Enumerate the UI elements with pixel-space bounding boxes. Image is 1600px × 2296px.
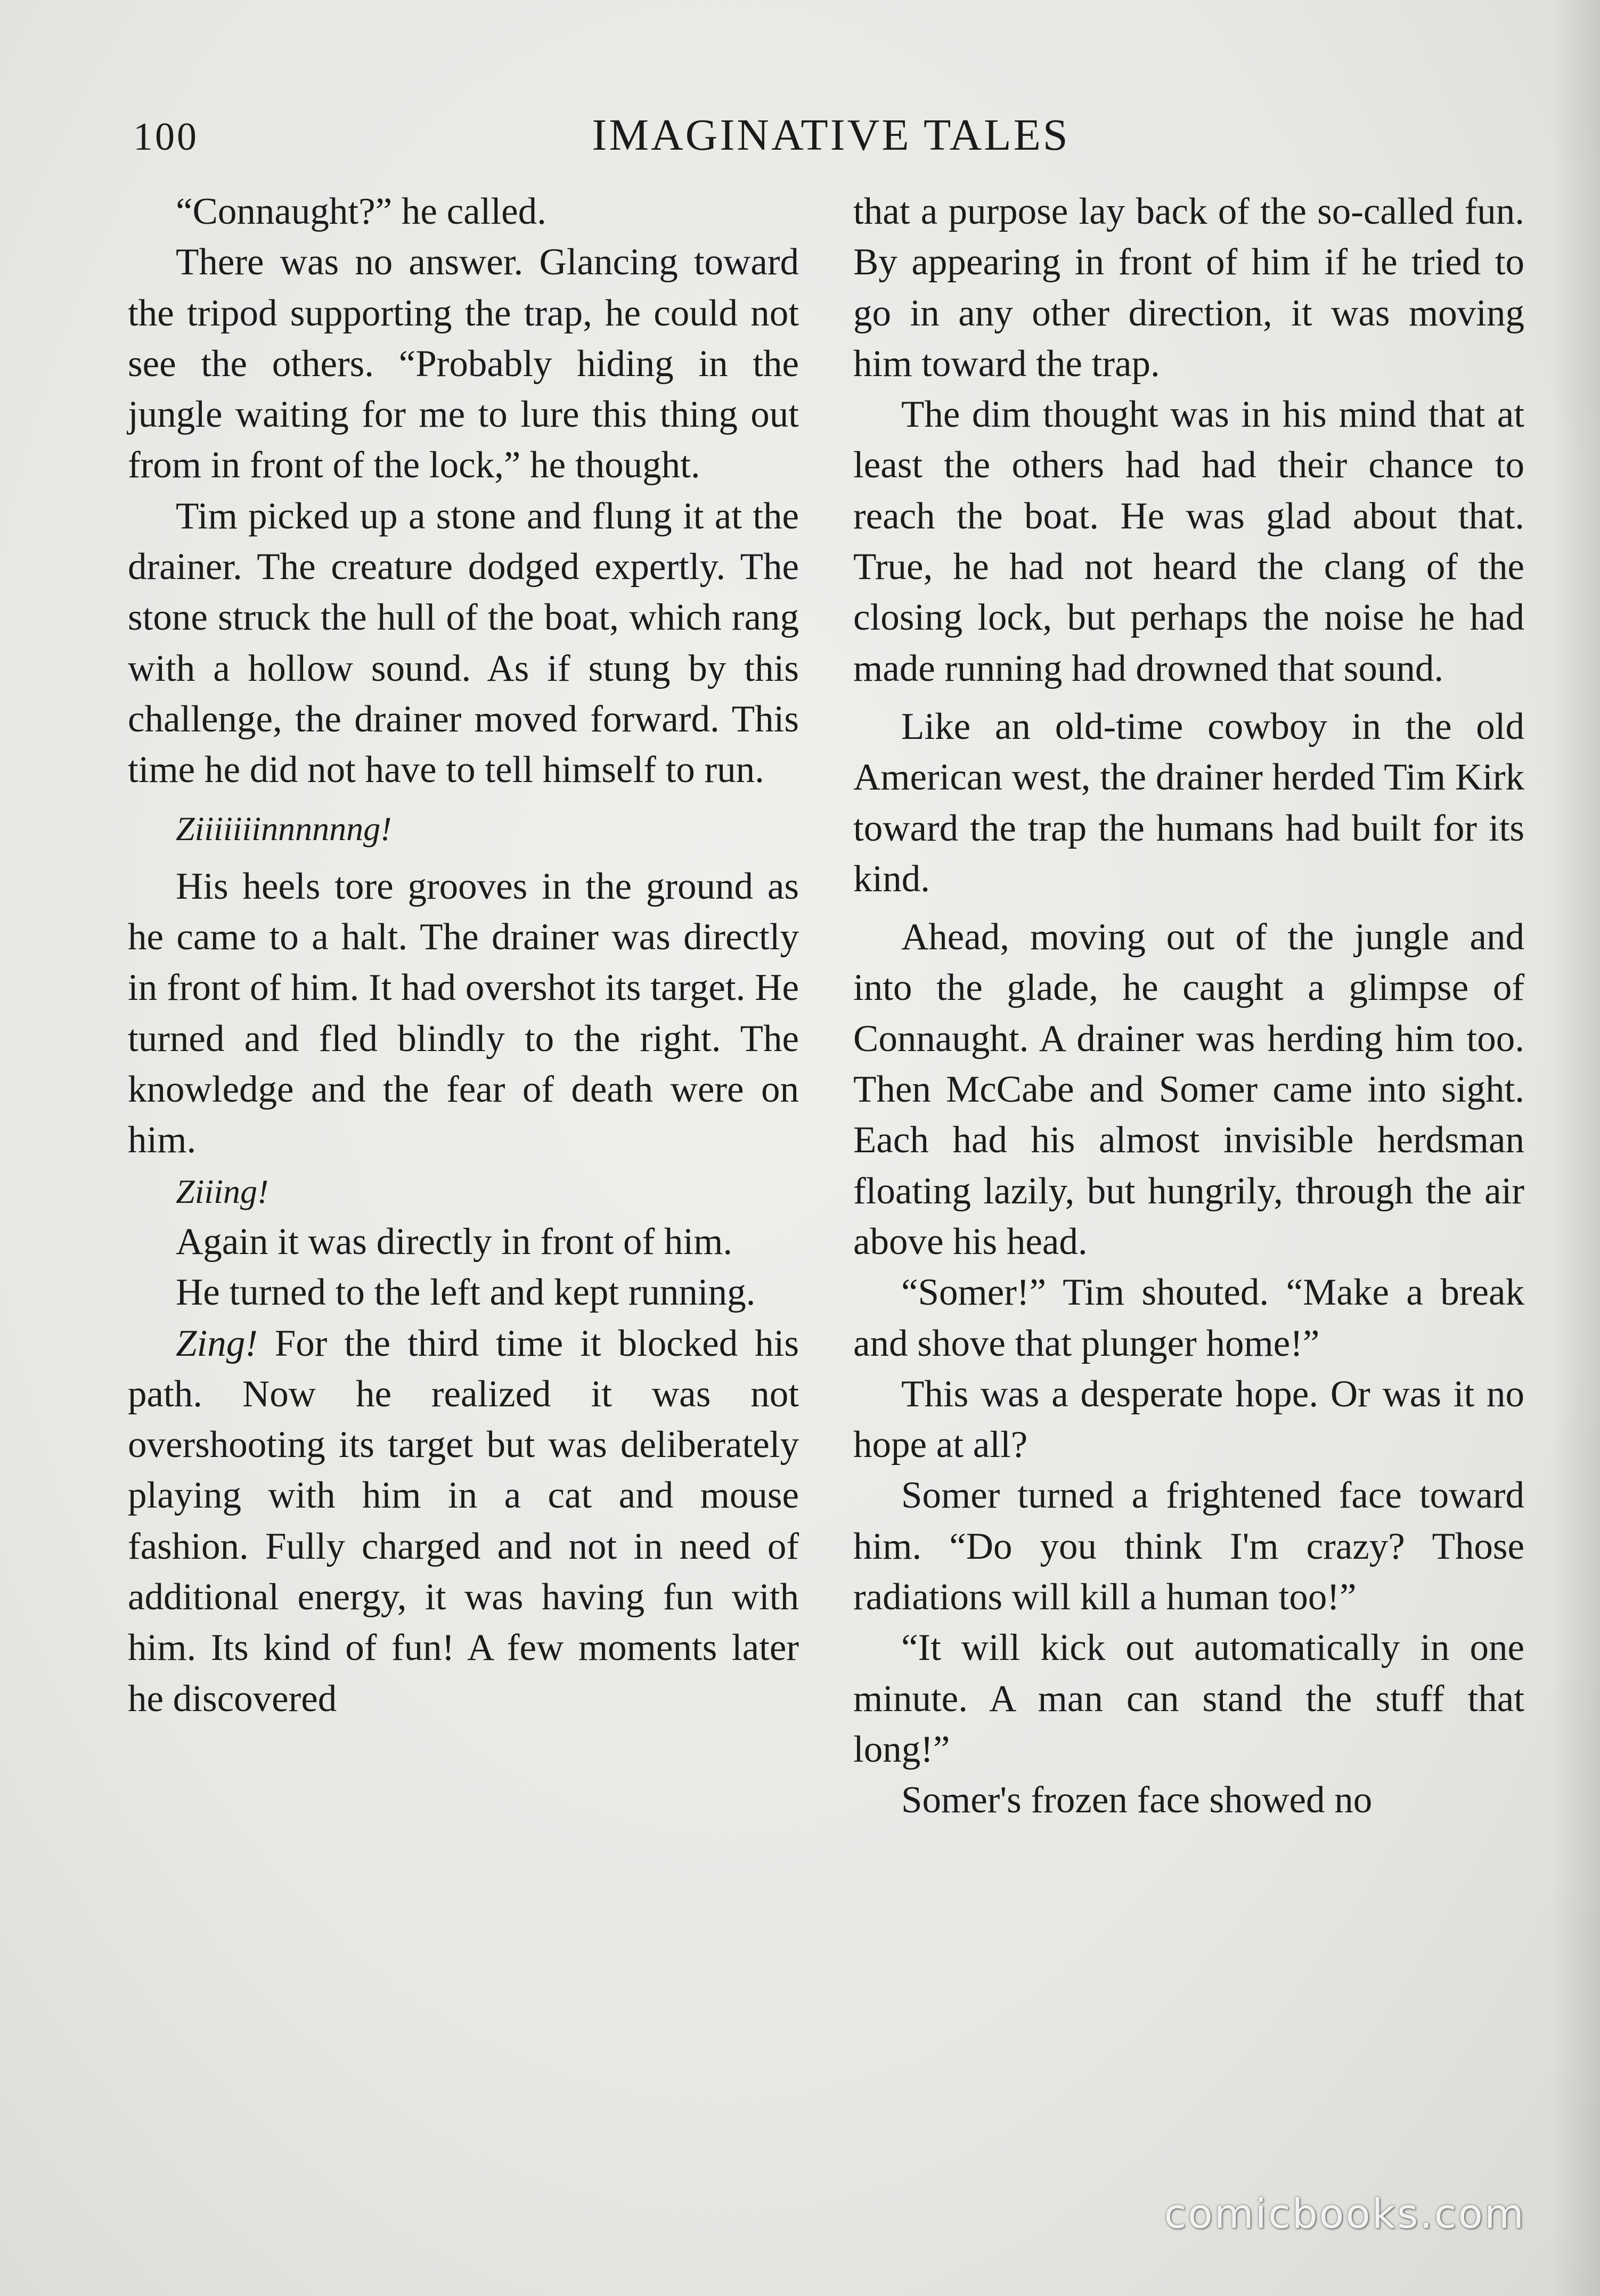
paragraph: His heels tore grooves in the ground as he came to a halt. The drainer was directly in front of him. It had overshot its target. He turned and fled blindly to the right. The knowledge and the fear of death were on him. <box>128 865 799 1161</box>
paragraph: Ahead, moving out of the jungle and into the glade, he caught a glimpse of Connaught. A drainer was herding him too. Then McCabe and Somer came into sight. Each had his almost invisible herdsman floating lazily, but hungrily, through the air above his head. <box>853 916 1524 1263</box>
left-column <box>128 186 799 1724</box>
paragraph: Again it was directly in front of him. <box>176 1220 733 1263</box>
paragraph: Like an old-time cowboy in the old American west, the drainer herded Tim Kirk toward the trap the humans had built for its kind. <box>853 705 1524 900</box>
paragraph: Tim picked up a stone and flung it at the drainer. The creature dodged expertly. The stone struck the hull of the boat, which rang with a hollow sound. As if stung by this challenge, the drainer moved forward. This time he did not have to tell himself to run. <box>128 495 799 791</box>
story-columns <box>128 186 1523 2157</box>
paragraph: Somer turned a frightened face toward him. “Do you think I'm crazy? Those radiations will kill a human too!” <box>853 1475 1524 1618</box>
paragraph: “It will kick out automatically in one minute. A man can stand the stuff that long!” <box>853 1627 1524 1770</box>
sound-effect: Ziiiiiiinnnnnng! <box>176 809 392 848</box>
sound-effect-inline: Zing! <box>176 1322 258 1364</box>
paragraph: This was a desperate hope. Or was it no hope at all? <box>853 1373 1524 1466</box>
watermark: comicbooks.com <box>1164 2190 1525 2237</box>
spine-shadow <box>1552 0 1600 2296</box>
paragraph: There was no answer. Glancing toward the tripod supporting the trap, he could not see the others. “Probably hiding in the jungle waiting for me to lure this thing out from in front of the lock,” he thought. <box>128 241 799 486</box>
running-title: IMAGINATIVE TALES <box>592 110 1070 160</box>
paragraph: “Connaught?” he called. <box>176 191 546 232</box>
paragraph: Somer's frozen face showed no <box>901 1779 1373 1821</box>
paragraph: “Somer!” Tim shouted. “Make a break and shove that plunger home!” <box>853 1272 1524 1364</box>
right-column <box>853 186 1524 1826</box>
paragraph: He turned to the left and kept running. <box>176 1272 756 1314</box>
paragraph <box>128 1318 799 1724</box>
paragraph: that a purpose lay back of the so-called fun. By appearing in front of him if he tried to go in any other direction, it was moving him toward the trap. <box>853 191 1524 385</box>
paragraph-text: For the third time it blocked his path. Now he realized it was not overshooting its target but was deliberately playing with him in a cat and mouse fashion. Fully charged and not in need of additional energy, it was having fun with him. Its kind of fun! A few moments later he discovered <box>128 1322 799 1720</box>
sound-effect: Ziiing! <box>176 1172 269 1210</box>
page-number: 100 <box>133 115 199 159</box>
paragraph: The dim thought was in his mind that at least the others had had their chance to reach the boat. He was glad about that. True, he had not heard the clang of the closing lock, but perhaps the noise he had made running had drowned that sound. <box>853 394 1524 689</box>
page-header <box>133 109 1529 168</box>
